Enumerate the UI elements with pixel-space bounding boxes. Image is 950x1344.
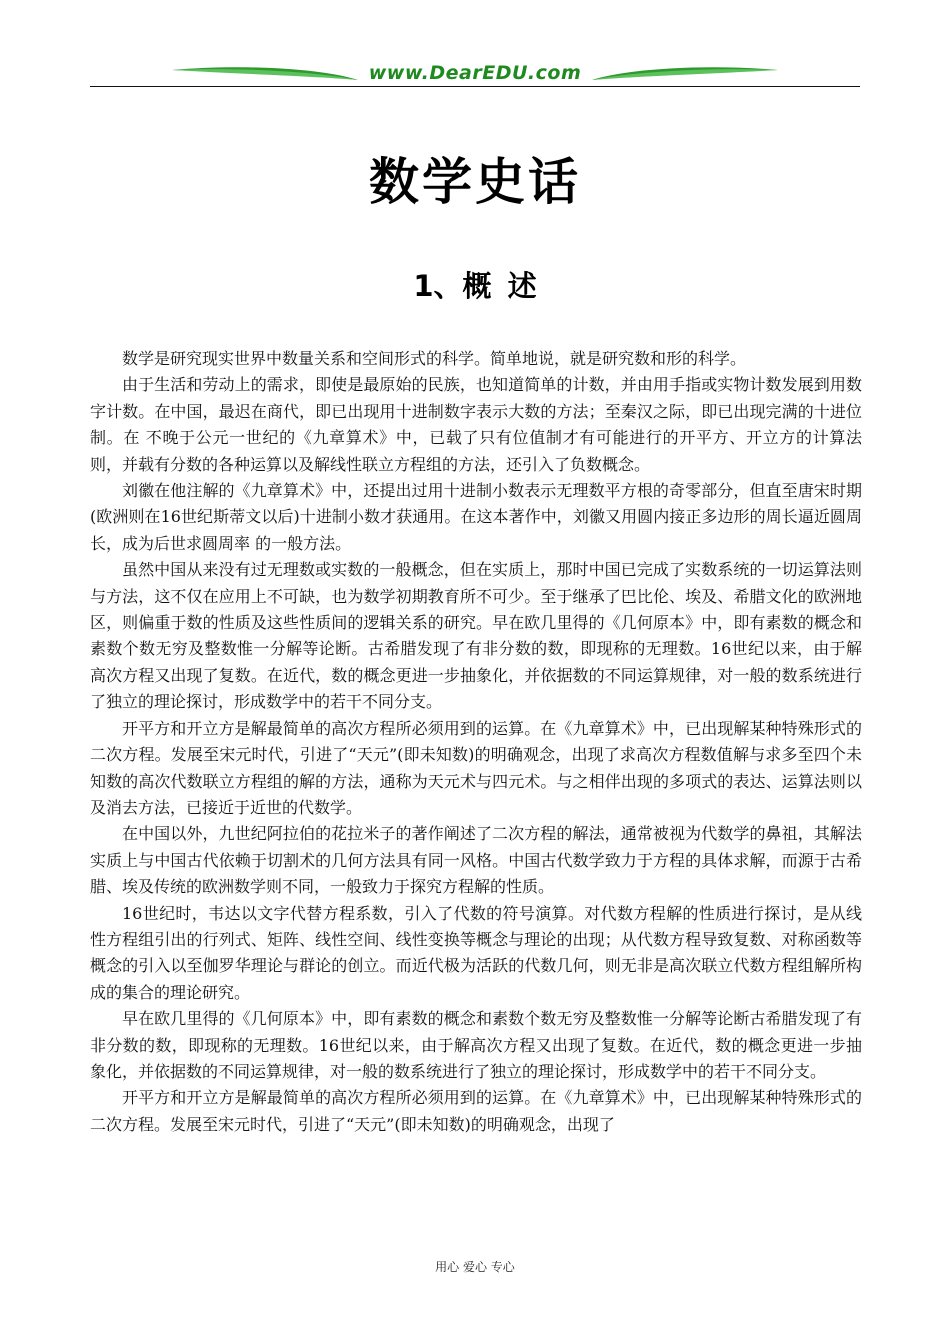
- article-body: [90, 346, 862, 1138]
- paragraph: 由于生活和劳动上的需求，即使是最原始的民族，也知道简单的计数，并由用手指或实物计数发展到用数字计数。在中国，最迟在商代，即已出现用十进制数字表示大数的方法；至秦汉之际，即已出现完满的十进位制。在 不晚于公元一世纪的《九章算术》中，已载了只有位值制才有可能进行的开平方、开立方的计算法则，并载有分数的各种运算以及解线性联立方程组的方法，还引入了负数概念。: [90, 375, 862, 474]
- page-title: 数学史话: [369, 153, 581, 211]
- paragraph: 开平方和开立方是解最简单的高次方程所必须用到的运算。在《九章算术》中，已出现解某种特殊形式的二次方程。发展至宋元时代，引进了“天元”(即未知数)的明确观念，出现了求高次方程数值解与求多至四个未知数的高次代数联立方程组的解的方法，通称为天元术与四元术。与之相伴出现的多项式的表达、运算法则以及消去方法，已接近于近世的代数学。: [90, 718, 862, 817]
- paragraph: 在中国以外，九世纪阿拉伯的花拉米子的著作阐述了二次方程的解法，通常被视为代数学的鼻祖，其解法实质上与中国古代依赖于切割术的几何方法具有同一风格。中国古代数学致力于方程的具体求解，而源于古希腊、埃及传统的欧洲数学则不同，一般致力于探究方程解的性质。: [90, 824, 862, 897]
- paragraph: 早在欧几里得的《几何原本》中，即有素数的概念和素数个数无穷及整数惟一分解等论断古希腊发现了有非分数的数，即现称的无理数。16世纪以来，由于解高次方程又出现了复数。在近代，数的概念更进一步抽象化，并依据数的不同运算规律，对一般的数系统进行了独立的理论探讨，形成数学中的若干不同分支。: [90, 1009, 862, 1081]
- section-heading: 1、概 述: [413, 269, 537, 303]
- paragraph: 刘徽在他注解的《九章算术》中，还提出过用十进制小数表示无理数平方根的奇零部分，但直至唐宋时期(欧洲则在16世纪斯蒂文以后)十进制小数才获通用。在这本著作中，刘徽又用圆内接正多边形的周长逼近圆周长，成为后世求圆周率 的一般方法。: [90, 481, 862, 553]
- paragraph: 16世纪时，韦达以文字代替方程系数，引入了代数的符号演算。对代数方程解的性质进行探讨，是从线性方程组引出的行列式、矩阵、线性空间、线性变换等概念与理论的出现；从代数方程导致复数、对称函数等概念的引入以至伽罗华理论与群论的创立。而近代极为活跃的代数几何，则无非是高次联立代数方程组解所构成的集合的理论研究。: [90, 903, 862, 1002]
- site-logo-text: www.DearEDU.com: [368, 62, 582, 84]
- header-divider: [90, 86, 860, 87]
- paragraph: 数学是研究现实世界中数量关系和空间形式的科学。简单地说，就是研究数和形的科学。: [122, 349, 747, 368]
- paragraph: 开平方和开立方是解最简单的高次方程所必须用到的运算。在《九章算术》中，已出现解某种特殊形式的二次方程。发展至宋元时代，引进了“天元”(即未知数)的明确观念，出现了: [90, 1088, 862, 1134]
- page-footer: 用心 爱心 专心: [435, 1260, 515, 1274]
- paragraph: 虽然中国从来没有过无理数或实数的一般概念，但在实质上，那时中国已完成了实数系统的一切运算法则与方法，这不仅在应用上不可缺，也为数学初期教育所不可少。至于继承了巴比伦、埃及、希腊文化的欧洲地区，则偏重于数的性质及这些性质间的逻辑关系的研究。早在欧几里得的《几何原本》中，即有素数的概念和素数个数无穷及整数惟一分解等论断。古希腊发现了有非分数的数，即现称的无理数。16世纪以来，由于解高次方程又出现了复数。在近代，数的概念更进一步抽象化，并依据数的不同运算规律，对一般的数系统进行了独立的理论探讨，形成数学中的若干不同分支。: [90, 560, 862, 712]
- page-header: [90, 58, 860, 90]
